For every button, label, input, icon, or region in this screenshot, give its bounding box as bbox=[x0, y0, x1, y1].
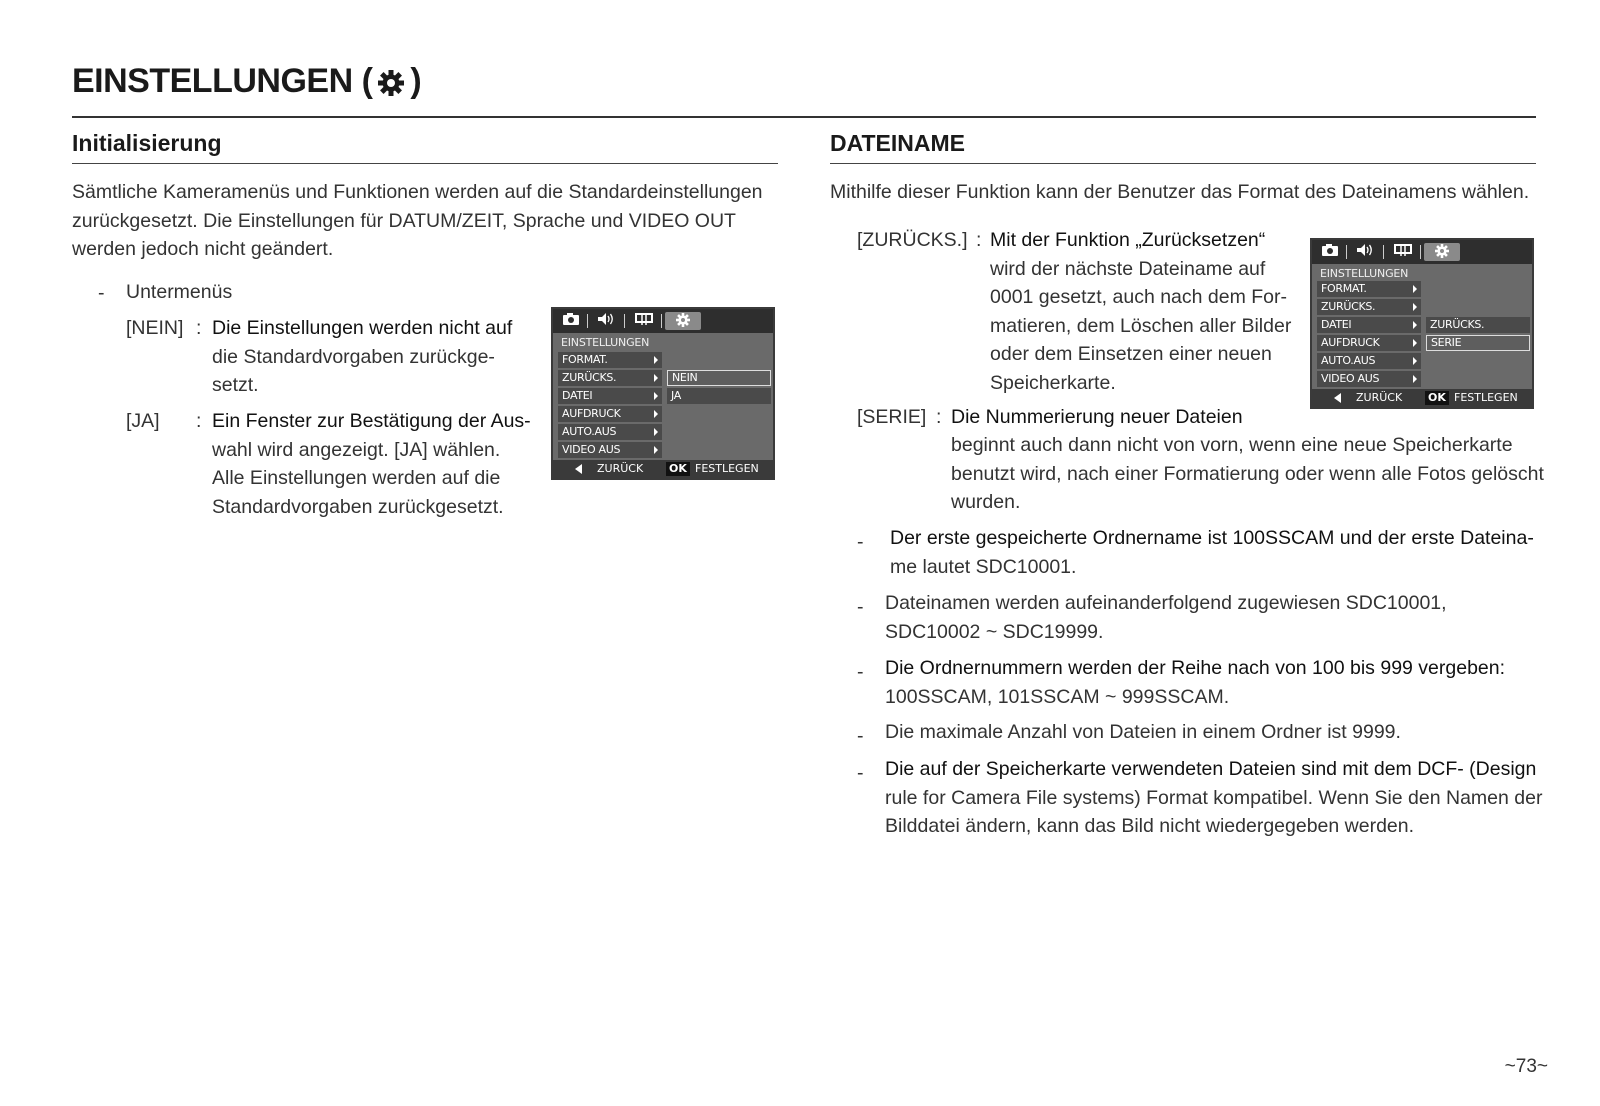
desc-line: setzt. bbox=[212, 374, 259, 396]
dateiname-intro: Mithilfe dieser Funktion kann der Benutzer das Format des Dateinamens wählen. bbox=[830, 181, 1530, 203]
menu-item-datei[interactable] bbox=[558, 388, 662, 404]
bullet-item bbox=[885, 589, 1545, 646]
tab-separator bbox=[661, 314, 662, 328]
serie-colon: : bbox=[936, 406, 942, 428]
submenu-dash: - bbox=[98, 282, 105, 304]
arrow-right-icon bbox=[1413, 339, 1417, 347]
menu-tabs bbox=[553, 309, 773, 333]
submenu-option-zuruecks[interactable]: ZURÜCKS. bbox=[1426, 317, 1530, 333]
ok-button[interactable]: OK bbox=[666, 462, 690, 476]
set-label: FESTLEGEN bbox=[1454, 391, 1518, 404]
bullet-item bbox=[885, 718, 1545, 747]
menu-item-label: DATEI bbox=[1321, 318, 1352, 331]
bullet-line: SDC10002 ~ SDC19999. bbox=[885, 620, 1104, 643]
bullet-dash: - bbox=[857, 762, 864, 784]
tab-separator bbox=[1346, 245, 1347, 259]
serie-key: [SERIE] bbox=[857, 406, 927, 428]
section-heading-initialisierung: Initialisierung bbox=[72, 130, 778, 164]
bullet-line: 100SSCAM, 101SSCAM ~ 999SSCAM. bbox=[885, 685, 1230, 708]
menu-item-label: AUTO.AUS bbox=[1321, 354, 1376, 367]
intro-line: Sämtliche Kameramenüs und Funktionen werden auf die Standardeinstellungen bbox=[72, 181, 763, 203]
dateiname-section bbox=[830, 130, 1536, 164]
bullet-dash: - bbox=[857, 661, 864, 683]
menu-item-label: AUFDRUCK bbox=[1321, 336, 1380, 349]
menu-item-format[interactable] bbox=[1317, 281, 1421, 297]
arrow-right-icon bbox=[654, 446, 658, 454]
desc-line: 0001 gesetzt, auch nach dem For- bbox=[990, 286, 1288, 308]
intro-line: zurückgesetzt. Die Einstellungen für DATUM/ZEIT, Sprache und VIDEO OUT bbox=[72, 209, 736, 232]
desc-line: Alle Einstellungen werden auf die bbox=[212, 467, 501, 489]
section-heading-dateiname: DATEINAME bbox=[830, 130, 1536, 164]
arrow-right-icon bbox=[654, 356, 658, 364]
bullet-line: Die Ordnernummern werden der Reihe nach von 100 bis 999 vergeben: bbox=[885, 657, 1506, 679]
initialisierung-intro bbox=[72, 178, 792, 264]
tab-separator bbox=[1420, 245, 1421, 259]
camera-menu-initialisierung bbox=[551, 307, 775, 480]
back-arrow-icon[interactable] bbox=[1334, 393, 1341, 403]
menu-item-format[interactable] bbox=[558, 352, 662, 368]
bullet-item bbox=[885, 654, 1545, 711]
arrow-right-icon bbox=[654, 374, 658, 382]
zuruecks-description bbox=[990, 226, 1310, 397]
serie-description bbox=[951, 431, 1551, 517]
gear-icon bbox=[376, 68, 406, 98]
ja-description bbox=[212, 407, 542, 521]
bullet-line: rule for Camera File systems) Format kompatibel. Wenn Sie den Namen der bbox=[885, 786, 1543, 809]
back-label: ZURÜCK bbox=[1356, 391, 1403, 404]
desc-line: oder dem Einsetzen einer neuen bbox=[990, 343, 1272, 365]
menu-header: EINSTELLUNGEN bbox=[1320, 267, 1409, 280]
zuruecks-key: [ZURÜCKS.] bbox=[857, 229, 968, 251]
desc-line: Ein Fenster zur Bestätigung der Aus- bbox=[212, 410, 531, 432]
submenu-option-nein[interactable]: NEIN bbox=[667, 370, 771, 386]
nein-key: [NEIN] bbox=[126, 317, 184, 339]
menu-item-label: AUTO.AUS bbox=[562, 425, 617, 438]
menu-item-zuruecks[interactable] bbox=[558, 370, 662, 386]
back-arrow-icon[interactable] bbox=[575, 464, 582, 474]
menu-footer bbox=[553, 460, 773, 478]
desc-line: benutzt wird, nach einer Formatierung oder wenn alle Fotos gelöscht bbox=[951, 462, 1544, 485]
submenu-option-serie[interactable]: SERIE bbox=[1426, 335, 1530, 351]
bullet-item bbox=[885, 755, 1545, 841]
desc-line: Mit der Funktion „Zurücksetzen“ bbox=[990, 229, 1266, 251]
menu-item-label: ZURÜCKS. bbox=[1321, 300, 1376, 313]
page-title-text: EINSTELLUNGEN ( bbox=[72, 62, 373, 100]
menu-tabs bbox=[1312, 240, 1532, 264]
menu-item-label: ZURÜCKS. bbox=[562, 371, 617, 384]
bullet-line: Die auf der Speicherkarte verwendeten Dateien sind mit dem DCF- (Design bbox=[885, 758, 1537, 780]
page-number: ~73~ bbox=[1504, 1056, 1548, 1077]
menu-item-aufdruck[interactable] bbox=[558, 406, 662, 422]
arrow-right-icon bbox=[1413, 375, 1417, 383]
desc-line: die Standardvorgaben zurückge- bbox=[212, 345, 495, 368]
tab-separator bbox=[1383, 245, 1384, 259]
display-icon bbox=[631, 312, 657, 330]
nein-colon: : bbox=[196, 317, 202, 339]
display-icon bbox=[1390, 243, 1416, 261]
arrow-right-icon bbox=[1413, 357, 1417, 365]
menu-item-zuruecks[interactable] bbox=[1317, 299, 1421, 315]
zuruecks-colon: : bbox=[976, 229, 982, 251]
menu-item-video-aus[interactable] bbox=[558, 442, 662, 458]
desc-line: matieren, dem Löschen aller Bilder bbox=[990, 314, 1292, 337]
menu-item-label: DATEI bbox=[562, 389, 593, 402]
arrow-right-icon bbox=[654, 392, 658, 400]
menu-item-label: AUFDRUCK bbox=[562, 407, 621, 420]
intro-line: werden jedoch nicht geändert. bbox=[72, 238, 334, 260]
bullet-line: Der erste gespeicherte Ordnername ist 100SSCAM und der erste Dateina- bbox=[890, 527, 1534, 549]
menu-item-label: FORMAT. bbox=[562, 353, 608, 366]
page-title bbox=[72, 62, 421, 101]
menu-item-auto-aus[interactable] bbox=[558, 424, 662, 440]
desc-line: Die Nummerierung neuer Dateien bbox=[951, 406, 1243, 428]
set-label: FESTLEGEN bbox=[695, 462, 759, 475]
submenu-option-ja[interactable]: JA bbox=[667, 388, 771, 404]
menu-item-auto-aus[interactable] bbox=[1317, 353, 1421, 369]
desc-line: beginnt auch dann nicht von vorn, wenn eine neue Speicherkarte bbox=[951, 434, 1513, 456]
initialisierung-section bbox=[72, 130, 778, 164]
bullet-line: Die maximale Anzahl von Dateien in einem Ordner ist 9999. bbox=[885, 721, 1401, 743]
gear-icon bbox=[1424, 243, 1460, 261]
bullet-line: Bilddatei ändern, kann das Bild nicht wiedergegeben werden. bbox=[885, 815, 1415, 837]
bullet-dash: - bbox=[857, 531, 864, 553]
arrow-right-icon bbox=[1413, 321, 1417, 329]
camera-icon bbox=[1318, 243, 1342, 261]
menu-footer bbox=[1312, 389, 1532, 407]
page-title-suffix: ) bbox=[410, 62, 422, 100]
desc-line: Die Einstellungen werden nicht auf bbox=[212, 317, 513, 339]
desc-line: wahl wird angezeigt. [JA] wählen. bbox=[212, 438, 501, 461]
bullet-line: Dateinamen werden aufeinanderfolgend zugewiesen SDC10001, bbox=[885, 592, 1447, 614]
nein-description bbox=[212, 314, 532, 400]
desc-line: wurden. bbox=[951, 491, 1021, 513]
menu-item-video-aus[interactable] bbox=[1317, 371, 1421, 387]
gear-icon bbox=[665, 312, 701, 330]
speaker-icon bbox=[593, 312, 619, 330]
bullet-line: me lautet SDC10001. bbox=[890, 555, 1077, 578]
menu-item-datei[interactable] bbox=[1317, 317, 1421, 333]
arrow-right-icon bbox=[1413, 285, 1417, 293]
title-divider bbox=[72, 116, 1536, 118]
camera-menu-dateiname bbox=[1310, 238, 1534, 409]
speaker-icon bbox=[1352, 243, 1378, 261]
arrow-right-icon bbox=[654, 428, 658, 436]
serie-first-line bbox=[951, 403, 1243, 432]
menu-item-label: VIDEO AUS bbox=[1321, 372, 1380, 385]
desc-line: Speicherkarte. bbox=[990, 371, 1116, 394]
bullet-item bbox=[890, 524, 1550, 581]
ja-colon: : bbox=[196, 410, 202, 432]
ja-key: [JA] bbox=[126, 410, 160, 432]
back-label: ZURÜCK bbox=[597, 462, 644, 475]
submenu-label: Untermenüs bbox=[126, 281, 233, 303]
arrow-right-icon bbox=[654, 410, 658, 418]
menu-item-label: VIDEO AUS bbox=[562, 443, 621, 456]
desc-line: wird der nächste Dateiname auf bbox=[990, 257, 1266, 280]
menu-header: EINSTELLUNGEN bbox=[561, 336, 650, 349]
ok-button[interactable]: OK bbox=[1425, 391, 1449, 405]
tab-separator bbox=[587, 314, 588, 328]
arrow-right-icon bbox=[1413, 303, 1417, 311]
bullet-dash: - bbox=[857, 596, 864, 618]
tab-separator bbox=[624, 314, 625, 328]
desc-line: Standardvorgaben zurückgesetzt. bbox=[212, 495, 504, 518]
camera-icon bbox=[559, 312, 583, 330]
bullet-dash: - bbox=[857, 725, 864, 747]
menu-item-label: FORMAT. bbox=[1321, 282, 1367, 295]
menu-item-aufdruck[interactable] bbox=[1317, 335, 1421, 351]
